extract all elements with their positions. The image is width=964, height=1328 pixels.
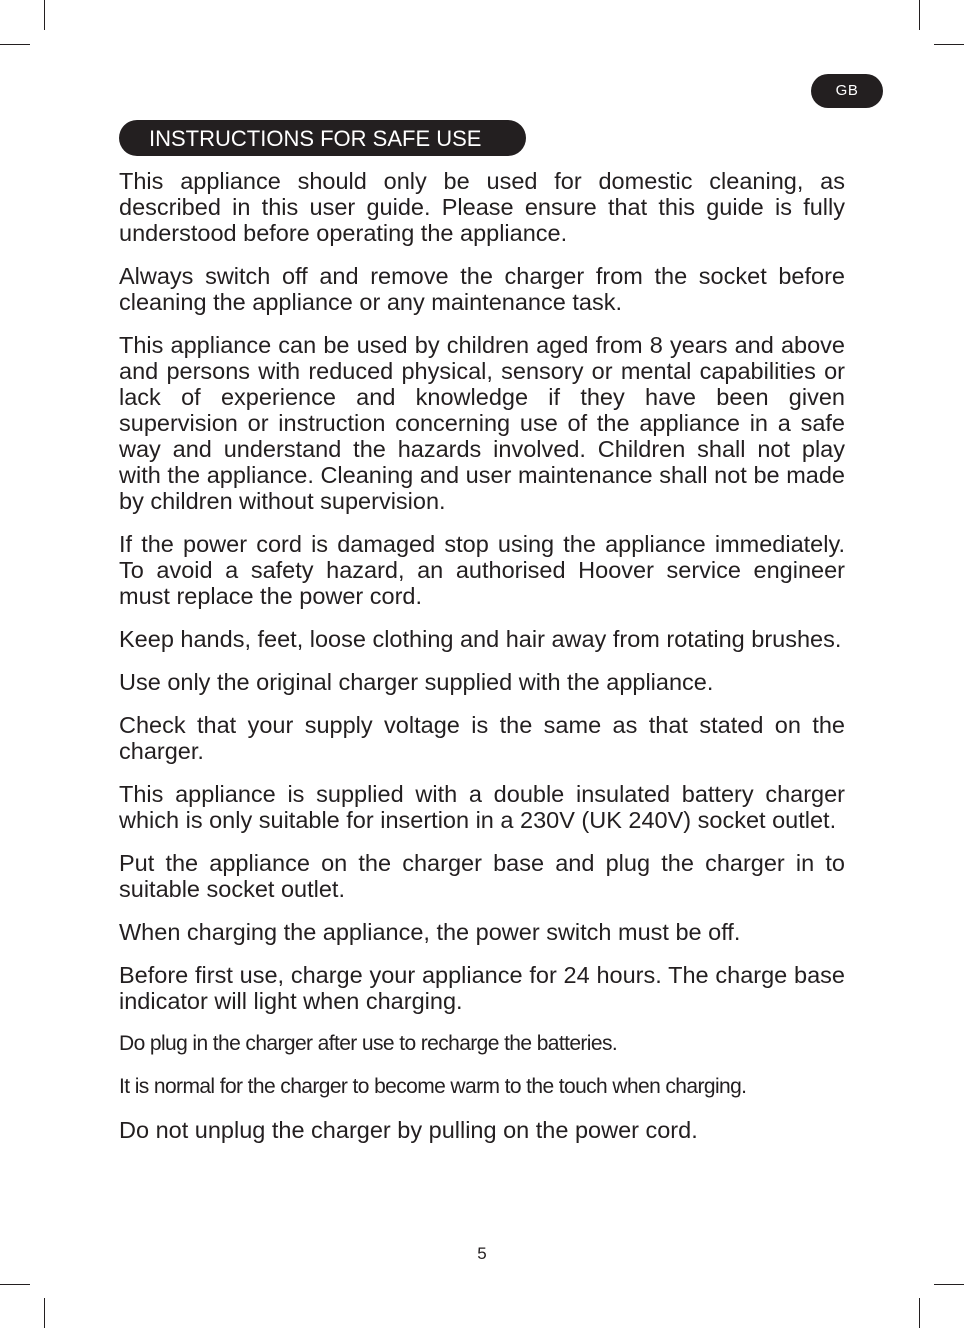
section-title: INSTRUCTIONS FOR SAFE USE xyxy=(119,120,526,156)
page-number: 5 xyxy=(477,1244,487,1263)
language-badge: GB xyxy=(811,74,883,108)
crop-mark-top-right-horizontal xyxy=(934,44,964,45)
paragraph-switch-off: Always switch off and remove the charger from the socket before cleaning the appliance or any maintenance task. xyxy=(119,263,845,315)
crop-mark-top-left-vertical xyxy=(44,0,45,30)
paragraph-warm-charger: It is normal for the charger to become warm to the touch when charging. xyxy=(119,1075,747,1098)
paragraph-recharge: Do plug in the charger after use to recharge the batteries. xyxy=(119,1032,618,1055)
crop-mark-top-left-horizontal xyxy=(0,44,30,45)
paragraph-power-switch: When charging the appliance, the power switch must be off. xyxy=(119,919,741,945)
paragraph-first-use: Before first use, charge your appliance for 24 hours. The charge base indicator will light when charging. xyxy=(119,962,845,1014)
safety-instructions-body xyxy=(119,168,845,1160)
paragraph-damaged-cord: If the power cord is damaged stop using the appliance immediately. To avoid a safety hazard, an authorised Hoover service engineer must replace the power cord. xyxy=(119,531,845,609)
crop-mark-bottom-left-vertical xyxy=(44,1298,45,1328)
paragraph-battery-charger: This appliance is supplied with a double insulated battery charger which is only suitable for insertion in a 230V (UK 240V) socket outlet. xyxy=(119,781,845,833)
crop-mark-top-right-vertical xyxy=(919,0,920,30)
paragraph-original-charger: Use only the original charger supplied with the appliance. xyxy=(119,669,714,695)
crop-mark-bottom-right-vertical xyxy=(919,1298,920,1328)
crop-mark-bottom-right-horizontal xyxy=(934,1284,964,1285)
paragraph-children: This appliance can be used by children aged from 8 years and above and persons with reduced physical, sensory or mental capabilities or lack of experience and knowledge if they have been given supervision or instruction concerning use of the appliance in a safe way and understand the hazards involved. Children shall not play with the appliance. Cleaning and user maintenance shall not be made by children without supervision. xyxy=(119,332,845,514)
paragraph-charger-base: Put the appliance on the charger base and plug the charger in to suitable socket outlet. xyxy=(119,850,845,902)
crop-mark-bottom-left-horizontal xyxy=(0,1284,30,1285)
paragraph-domestic-use: This appliance should only be used for domestic cleaning, as described in this user guide. Please ensure that this guide is fully understood before operating the appliance. xyxy=(119,168,845,246)
paragraph-unplug: Do not unplug the charger by pulling on the power cord. xyxy=(119,1117,698,1143)
paragraph-supply-voltage: Check that your supply voltage is the same as that stated on the charger. xyxy=(119,712,845,764)
paragraph-rotating-brushes: Keep hands, feet, loose clothing and hair away from rotating brushes. xyxy=(119,626,842,652)
